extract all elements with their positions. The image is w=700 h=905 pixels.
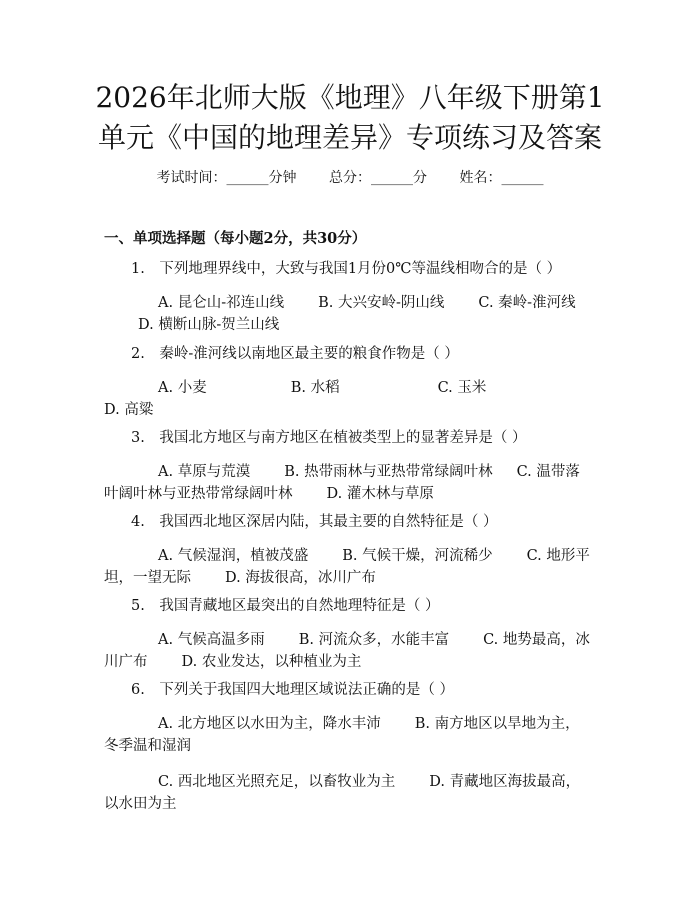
question-1 bbox=[104, 258, 591, 336]
option-d: D. 横断山脉-贺兰山线 bbox=[138, 317, 280, 333]
option-d: D. 高粱 bbox=[104, 402, 154, 418]
question-options bbox=[104, 771, 591, 815]
option-a: A. 昆仑山-祁连山线 bbox=[158, 295, 285, 311]
question-stem: 3. 我国北方地区与南方地区在植被类型上的显著差异是（ ） bbox=[131, 430, 527, 446]
option-c: C. 地形平坦，一望无际 bbox=[104, 548, 590, 586]
question-2 bbox=[104, 343, 591, 421]
exam-name-field: 姓名：______ bbox=[459, 170, 544, 186]
question-options bbox=[104, 545, 591, 589]
question-options bbox=[104, 713, 591, 757]
question-3 bbox=[104, 427, 591, 505]
question-stem: 4. 我国西北地区深居内陆，其最主要的自然特征是（ ） bbox=[131, 514, 498, 530]
option-a: A. 草原与荒漠 bbox=[158, 464, 251, 480]
question-stem: 6. 下列关于我国四大地理区域说法正确的是（ ） bbox=[131, 682, 454, 698]
question-6 bbox=[104, 679, 591, 815]
option-b: B. 热带雨林与亚热带常绿阔叶林 bbox=[284, 464, 493, 480]
option-c: C. 玉米 bbox=[437, 380, 487, 396]
option-a: A. 北方地区以水田为主，降水丰沛 bbox=[158, 716, 381, 732]
option-a: A. 气候高温多雨 bbox=[158, 632, 265, 648]
exam-score-field: 总分：______分 bbox=[329, 170, 427, 186]
option-c: C. 西北地区光照充足，以畜牧业为主 bbox=[158, 774, 396, 790]
option-b: B. 水稻 bbox=[290, 380, 340, 396]
option-b: B. 大兴安岭-阴山线 bbox=[318, 295, 445, 311]
question-4 bbox=[104, 511, 591, 589]
question-stem: 1. 下列地理界线中，大致与我国1月份0℃等温线相吻合的是（ ） bbox=[131, 261, 562, 277]
option-b: B. 河流众多，水能丰富 bbox=[298, 632, 450, 648]
document-title: 2026年北师大版《地理》八年级下册第1单元《中国的地理差异》专项练习及答案 bbox=[95, 81, 605, 154]
option-d: D. 青藏地区海拔最高，以水田为主 bbox=[104, 774, 581, 812]
option-b: B. 气候干燥，河流稀少 bbox=[342, 548, 493, 564]
option-c: C. 秦岭-淮河线 bbox=[478, 295, 576, 311]
exam-time-field: 考试时间：______分钟 bbox=[156, 170, 297, 186]
question-options bbox=[104, 377, 591, 421]
question-options bbox=[104, 292, 591, 336]
option-b: B. 南方地区以旱地为主，冬季温和湿润 bbox=[104, 716, 580, 754]
option-d: D. 农业发达，以种植业为主 bbox=[181, 654, 362, 670]
section-title: 一、单项选择题（每小题2分，共30分） bbox=[104, 230, 367, 247]
question-stem: 5. 我国青藏地区最突出的自然地理特征是（ ） bbox=[131, 598, 440, 614]
option-c: C. 温带落叶阔叶林与亚热带常绿阔叶林 bbox=[104, 464, 580, 502]
question-5 bbox=[104, 595, 591, 673]
question-options bbox=[104, 461, 591, 505]
exam-info-line bbox=[0, 168, 700, 188]
option-c: C. 地势最高，冰川广布 bbox=[104, 632, 590, 670]
option-d: D. 灌木林与草原 bbox=[326, 486, 434, 502]
option-a: A. 气候湿润，植被茂盛 bbox=[158, 548, 309, 564]
option-d: D. 海拔很高，冰川广布 bbox=[225, 570, 376, 586]
question-options bbox=[104, 629, 591, 673]
question-stem: 2. 秦岭-淮河线以南地区最主要的粮食作物是（ ） bbox=[131, 346, 459, 362]
option-a: A. 小麦 bbox=[158, 380, 207, 396]
